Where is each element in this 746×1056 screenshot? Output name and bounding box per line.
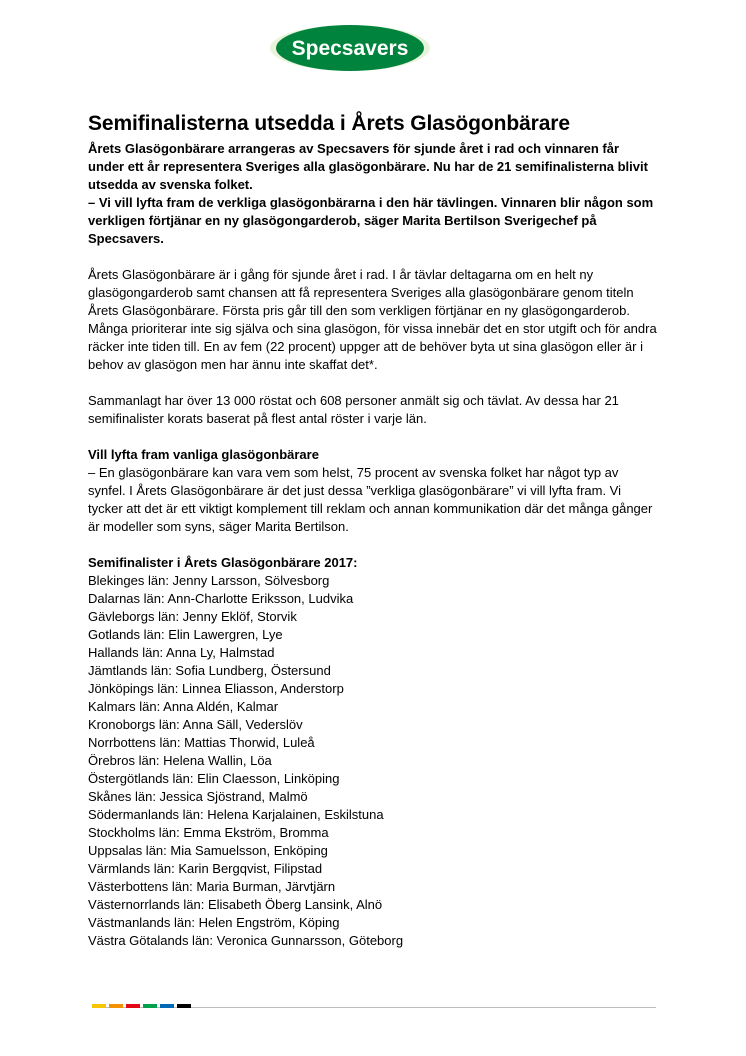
list-item: Hallands län: Anna Ly, Halmstad — [88, 645, 275, 660]
body-paragraph-1: Årets Glasögonbärare är i gång för sjunde året i rad. I år tävlar deltagarna om en helt ny glasögongarderob samt chansen att få representera Sveriges alla glasögonbärare genom titeln Årets Glasögonbärare. Första pris går till den som verkligen förtjänar en ny glasögongarderob. Många prioriterar inte sig själva och sina glasögon, för vissa innebär det en stor utgift och för andra räcker inte tiden till. En av fem (22 procent) uppger att de behöver byta ut sina glasögon eller är i behov av glasögon men har ännu inte skaffat det*. — [88, 267, 657, 372]
page-title: Semifinalisterna utsedda i Årets Glasögonbärare — [88, 112, 570, 135]
list-item: Stockholms län: Emma Ekström, Bromma — [88, 825, 329, 840]
logo-text: Specsavers — [291, 37, 409, 60]
list-item: Kronoborgs län: Anna Säll, Vederslöv — [88, 717, 303, 732]
list-item: Östergötlands län: Elin Claesson, Linköping — [88, 771, 340, 786]
list-item: Dalarnas län: Ann-Charlotte Eriksson, Ludvika — [88, 591, 354, 606]
footer-swatch-black — [177, 1004, 191, 1008]
list-item: Örebros län: Helena Wallin, Löa — [88, 753, 272, 768]
lead-paragraph-1: Årets Glasögonbärare arrangeras av Specsavers för sjunde året i rad och vinnaren får under ett år representera Sveriges alla glasögonbärare. Nu har de 21 semifinalisterna blivit utsedda av svenska folket. — [88, 141, 648, 192]
list-item: Västerbottens län: Maria Burman, Järvtjärn — [88, 879, 336, 894]
footer-swatch-blue — [160, 1004, 174, 1008]
list-item: Blekinges län: Jenny Larsson, Sölvesborg — [88, 573, 330, 588]
list-item: Uppsalas län: Mia Samuelsson, Enköping — [88, 843, 328, 858]
footer-swatch-red — [126, 1004, 140, 1008]
list-item: Värmlands län: Karin Bergqvist, Filipstad — [88, 861, 323, 876]
list-item: Norrbottens län: Mattias Thorwid, Luleå — [88, 735, 315, 750]
section-heading: Vill lyfta fram vanliga glasögonbärare — [88, 447, 319, 462]
semifinalist-list — [88, 572, 658, 950]
list-item: Kalmars län: Anna Aldén, Kalmar — [88, 699, 279, 714]
list-item: Västernorrlands län: Elisabeth Öberg Lansink, Alnö — [88, 897, 383, 912]
footer-swatch-yellow — [92, 1004, 106, 1008]
specsavers-logo — [270, 24, 430, 72]
list-item: Gävleborgs län: Jenny Eklöf, Storvik — [88, 609, 297, 624]
footer-swatch-orange — [109, 1004, 123, 1008]
footer-color-bar — [92, 1004, 191, 1008]
list-item: Jönköpings län: Linnea Eliasson, Anderstorp — [88, 681, 344, 696]
list-item: Västmanlands län: Helen Engström, Köping — [88, 915, 340, 930]
article-body — [88, 140, 658, 950]
list-item: Västra Götalands län: Veronica Gunnarsson, Göteborg — [88, 933, 404, 948]
list-item: Södermanlands län: Helena Karjalainen, Eskilstuna — [88, 807, 384, 822]
lead-section — [88, 140, 658, 248]
list-item: Gotlands län: Elin Lawergren, Lye — [88, 627, 283, 642]
footer-swatch-green — [143, 1004, 157, 1008]
logo-graphic — [270, 24, 430, 72]
lead-paragraph-2: – Vi vill lyfta fram de verkliga glasögonbärarna i den här tävlingen. Vinnaren blir någon som verkligen förtjänar en ny glasögongarderob, säger Marita Bertilson Sverigechef på Specsavers. — [88, 195, 654, 246]
list-item: Skånes län: Jessica Sjöstrand, Malmö — [88, 789, 308, 804]
body-paragraph-2: Sammanlagt har över 13 000 röstat och 608 personer anmält sig och tävlat. Av dessa har 21 semifinalister korats baserat på flest antal röster i varje län. — [88, 393, 619, 426]
list-heading: Semifinalister i Årets Glasögonbärare 2017: — [88, 555, 358, 570]
section-paragraph: – En glasögonbärare kan vara vem som helst, 75 procent av svenska folket har något typ av synfel. I Årets Glasögonbärare är det just dessa ”verkliga glasögonbärare” vi vill lyfta fram. Vi tycker att det är ett viktigt komplement till reklam och annan kommunikation där det många gånger är modeller som syns, säger Marita Bertilson. — [88, 465, 653, 534]
list-item: Jämtlands län: Sofia Lundberg, Östersund — [88, 663, 331, 678]
